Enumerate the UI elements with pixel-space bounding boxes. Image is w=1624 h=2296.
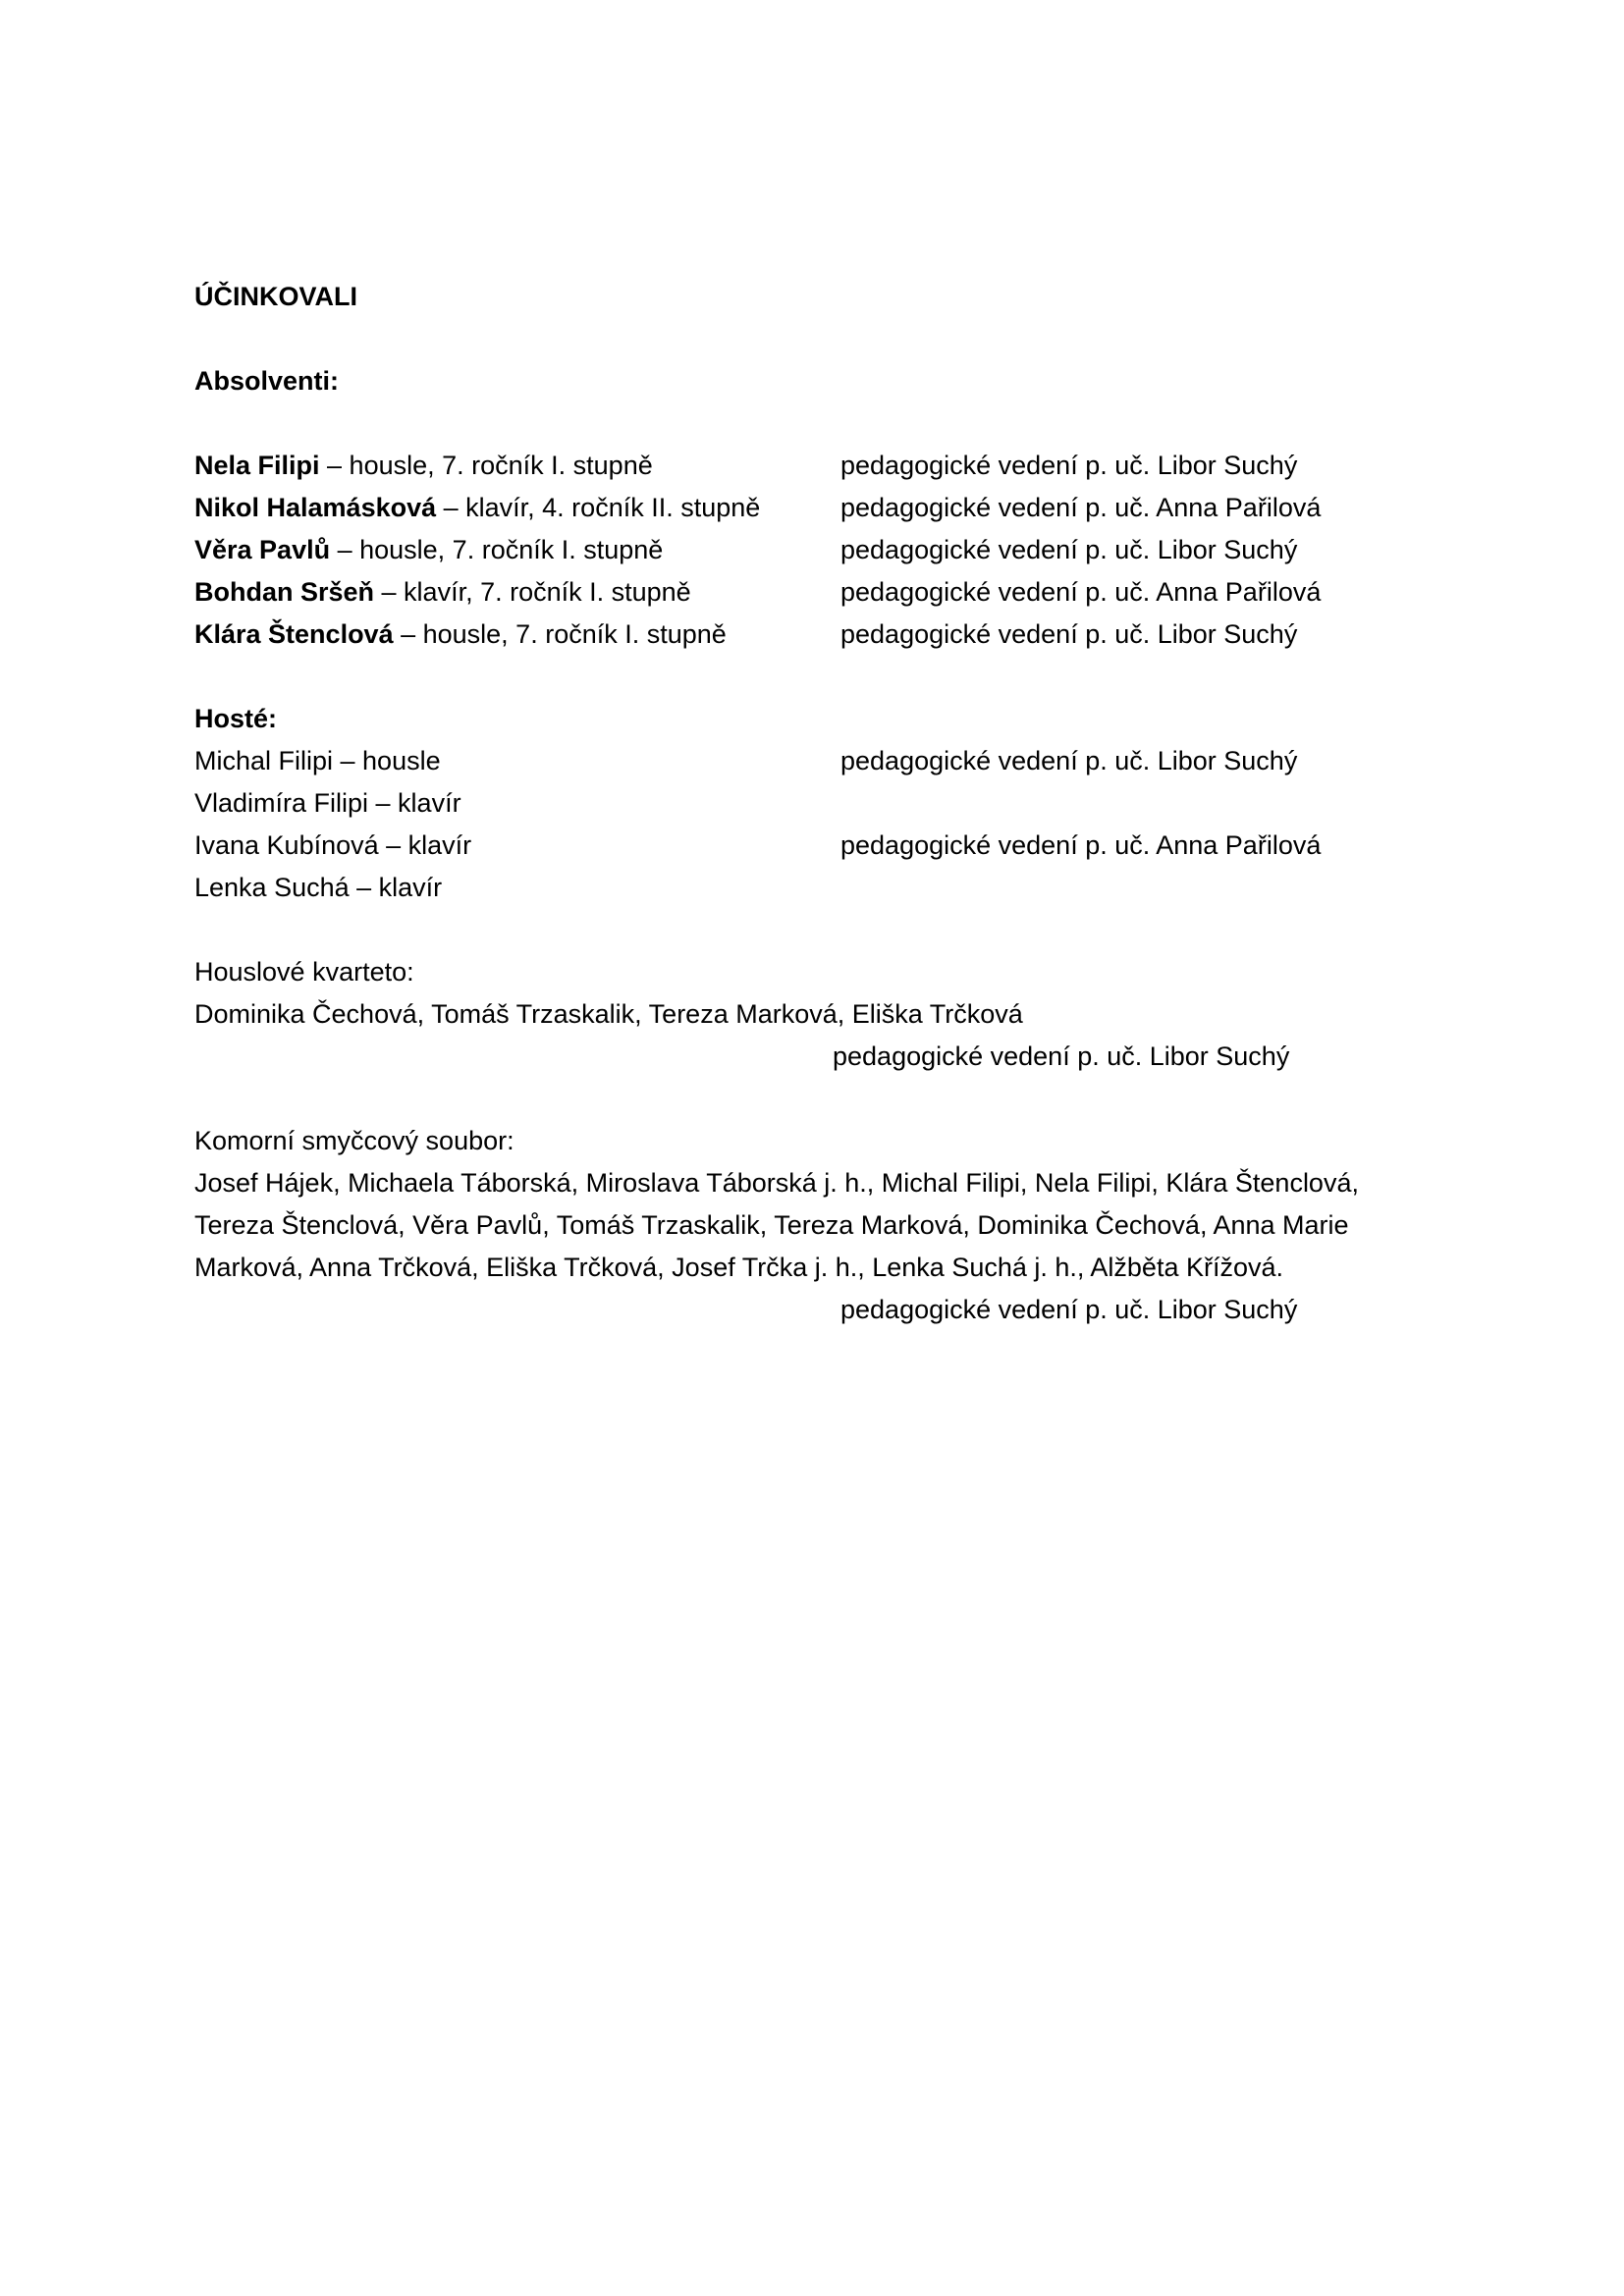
guest-name: Michal Filipi – housle [194,746,441,775]
graduates-title: Absolventi: [194,366,340,396]
guests-title: Hosté: [194,704,278,733]
graduate-teacher: pedagogické vedení p. uč. Libor Suchý [840,451,1298,480]
graduate-row [194,535,663,565]
graduate-detail: – klavír, 7. ročník I. stupně [374,577,691,607]
ensemble-teacher: pedagogické vedení p. uč. Libor Suchý [840,1295,1298,1324]
ensemble-title: Komorní smyčcový soubor: [194,1126,514,1155]
quartet-title: Houslové kvarteto: [194,957,414,987]
graduate-teacher: pedagogické vedení p. uč. Anna Pařilová [840,493,1322,522]
graduate-row [194,577,691,608]
guest-teacher: pedagogické vedení p. uč. Anna Pařilová [840,830,1322,860]
graduate-name: Nikol Halamásková [194,493,437,522]
quartet-members: Dominika Čechová, Tomáš Trzaskalik, Tereza Marková, Eliška Trčková [194,999,1023,1029]
graduate-name: Věra Pavlů [194,535,331,564]
graduate-teacher: pedagogické vedení p. uč. Anna Pařilová [840,577,1322,607]
page-heading: ÚČINKOVALI [194,282,357,311]
guest-teacher: pedagogické vedení p. uč. Libor Suchý [840,746,1298,775]
graduate-row [194,451,653,481]
ensemble-members-line: Tereza Štenclová, Věra Pavlů, Tomáš Trzaskalik, Tereza Marková, Dominika Čechová, Anna Marie [194,1210,1349,1240]
guest-name: Lenka Suchá – klavír [194,873,443,902]
graduate-detail: – housle, 7. ročník I. stupně [393,619,727,649]
ensemble-members-line: Josef Hájek, Michaela Táborská, Miroslava Táborská j. h., Michal Filipi, Nela Filipi, Klára Štenclová, [194,1168,1359,1198]
guest-name: Ivana Kubínová – klavír [194,830,472,860]
graduate-row [194,619,727,650]
guest-name: Vladimíra Filipi – klavír [194,788,461,818]
graduate-teacher: pedagogické vedení p. uč. Libor Suchý [840,619,1298,649]
graduate-row [194,493,760,523]
graduate-detail: – housle, 7. ročník I. stupně [319,451,653,480]
ensemble-members-line: Marková, Anna Trčková, Eliška Trčková, Josef Trčka j. h., Lenka Suchá j. h., Alžběta Křížová. [194,1253,1284,1282]
quartet-teacher: pedagogické vedení p. uč. Libor Suchý [833,1041,1290,1071]
graduate-name: Nela Filipi [194,451,320,480]
graduate-detail: – housle, 7. ročník I. stupně [330,535,664,564]
graduate-detail: – klavír, 4. ročník II. stupně [436,493,761,522]
graduate-name: Bohdan Sršeň [194,577,375,607]
graduate-teacher: pedagogické vedení p. uč. Libor Suchý [840,535,1298,564]
graduate-name: Klára Štenclová [194,619,394,649]
